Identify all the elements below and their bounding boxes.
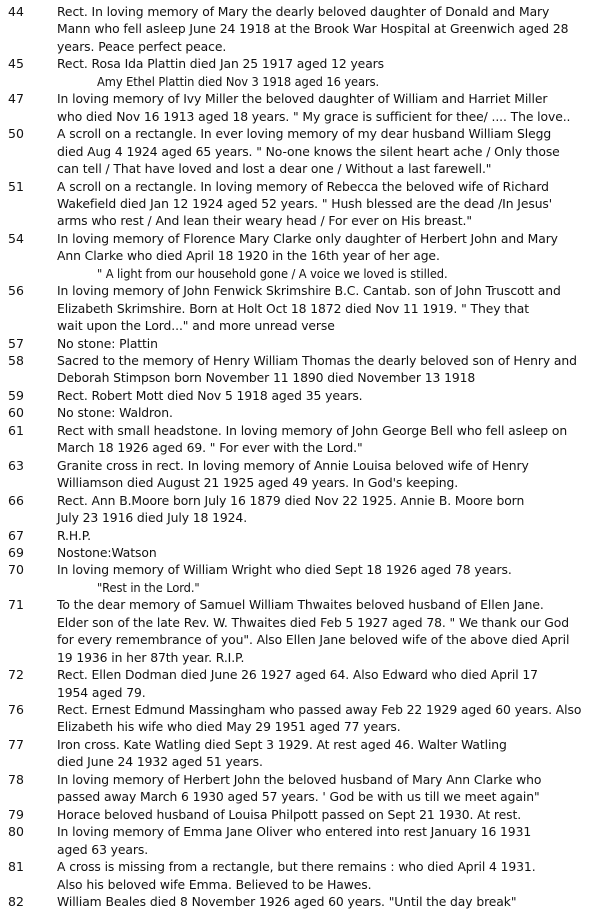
entry-text-line: Also his beloved wife Emma. Believed to be Hawes. — [57, 876, 372, 892]
entry-text-line: Elder son of the late Rev. W. Thwaites died Feb 5 1927 aged 78. " We thank our God — [57, 614, 569, 630]
entry-number: 67 — [8, 527, 24, 543]
entry-number: 80 — [8, 824, 24, 840]
entry-number: 58 — [8, 353, 24, 368]
entry-text-line: who died Nov 16 1913 aged 18 years. " My grace is sufficient for thee/ .... The love.. — [57, 108, 571, 124]
entry-text-line: No stone: Plattin — [57, 335, 158, 351]
entry-text-line: A cross is missing from a rectangle, but there remains : who died April 4 1931. — [57, 859, 536, 875]
entry-text-line: " A light from our household gone / A voice we loved is stilled. — [97, 265, 448, 281]
entry-text-line: In loving memory of Florence Mary Clarke only daughter of Herbert John and Mary — [57, 230, 558, 246]
entry-text-line: In loving memory of John Fenwick Skrimshire B.C. Cantab. son of John Truscott and — [57, 283, 561, 299]
entry-text-line: died Aug 4 1924 aged 65 years. " No-one knows the silent heart ache / Only those — [57, 143, 560, 159]
entry-number: 50 — [8, 126, 24, 142]
entry-text-line: In loving memory of Emma Jane Oliver who entered into rest January 16 1931 — [57, 824, 532, 840]
entry-text-line: died June 24 1932 aged 51 years. — [57, 754, 263, 770]
entry-text-line: Granite cross in rect. In loving memory of Annie Louisa beloved wife of Henry — [57, 457, 529, 473]
entry-text-line: In loving memory of William Wright who died Sept 18 1926 aged 78 years. — [57, 562, 512, 578]
entry-number: 66 — [8, 492, 24, 508]
entry-text-line: years. Peace perfect peace. — [57, 38, 227, 54]
entry-number: 44 — [8, 4, 24, 19]
entry-number: 60 — [8, 405, 24, 421]
entry-text-line: A scroll on a rectangle. In ever loving memory of my dear husband William Slegg — [57, 126, 552, 142]
entry-text-line: March 18 1926 aged 69. " For ever with the Lord." — [57, 440, 363, 456]
entry-number: 59 — [8, 387, 24, 403]
entry-number: 81 — [8, 859, 24, 875]
entry-text-line: Rect. Ann B.Moore born July 16 1879 died Nov 22 1925. Annie B. Moore born — [57, 492, 525, 508]
entry-number: 79 — [8, 806, 24, 822]
entry-text-line: Sacred to the memory of Henry William Thomas the dearly beloved son of Henry and — [57, 353, 577, 368]
entry-number: 78 — [8, 771, 24, 787]
entry-number: 71 — [8, 597, 24, 613]
entry-text-line: Mann who fell asleep June 24 1918 at the Brook War Hospital at Greenwich aged 28 — [57, 21, 569, 37]
entry-number: 45 — [8, 56, 24, 72]
entry-text-line: can tell / That have loved and lost a dear one / Without a last farewell." — [57, 161, 492, 177]
entry-text-line: 19 1936 in her 87th year. R.I.P. — [57, 649, 245, 665]
entry-text-line: R.H.P. — [57, 527, 91, 543]
entry-text-line: Ann Clarke who died April 18 1920 in the 16th year of her age. — [57, 248, 440, 264]
entry-text-line: Rect. Ellen Dodman died June 26 1927 aged 64. Also Edward who died April 17 — [57, 667, 538, 683]
entry-text-line: No stone: Waldron. — [57, 405, 173, 421]
entry-number: 61 — [8, 422, 24, 438]
entry-number: 51 — [8, 178, 24, 194]
entry-number: 57 — [8, 335, 24, 351]
entry-text-line: 1954 aged 79. — [57, 684, 146, 700]
entry-text-line: passed away March 6 1930 aged 57 years. ' God be with us till we meet again" — [57, 789, 540, 805]
entry-text-line: Elizabeth his wife who died May 29 1951 aged 77 years. — [57, 719, 401, 735]
entry-number: 63 — [8, 457, 24, 473]
entry-text-line: arms who rest / And lean their weary head / For ever on His breast." — [57, 213, 472, 229]
entry-text-line: Rect. In loving memory of Mary the dearly beloved daughter of Donald and Mary — [57, 4, 550, 19]
entry-number: 76 — [8, 702, 24, 717]
entry-text-line: aged 63 years. — [57, 841, 149, 857]
entry-text-line: Amy Ethel Plattin died Nov 3 1918 aged 16 years. — [97, 73, 380, 89]
entry-text-line: "Rest in the Lord." — [97, 579, 200, 595]
entry-text-line: Wakefield died Jan 12 1924 aged 52 years. " Hush blessed are the dead /In Jesus' — [57, 195, 553, 211]
entry-number: 82 — [8, 893, 24, 909]
entry-number: 47 — [8, 91, 24, 107]
entry-text-line: William Beales died 8 November 1926 aged 60 years. "Until the day break" — [57, 893, 517, 909]
entry-number: 54 — [8, 230, 24, 246]
entry-text-line: July 23 1916 died July 18 1924. — [57, 510, 248, 526]
entry-number: 56 — [8, 283, 24, 299]
entry-text-line: In loving memory of Ivy Miller the beloved daughter of William and Harriet Miller — [57, 91, 548, 107]
entry-text-line: A scroll on a rectangle. In loving memory of Rebecca the beloved wife of Richard — [57, 178, 549, 194]
entry-text-line: Rect. Ernest Edmund Massingham who passed away Feb 22 1929 aged 60 years. Also — [57, 702, 582, 717]
entry-text-line: Rect. Rosa Ida Plattin died Jan 25 1917 aged 12 years — [57, 56, 385, 72]
entry-text-line: To the dear memory of Samuel William Thwaites beloved husband of Ellen Jane. — [57, 597, 544, 613]
entry-number: 72 — [8, 667, 24, 683]
entry-text-line: wait upon the Lord..." and more unread verse — [57, 318, 335, 334]
entry-text-line: In loving memory of Herbert John the beloved husband of Mary Ann Clarke who — [57, 771, 542, 787]
entry-number: 77 — [8, 736, 24, 752]
entry-text-line: Elizabeth Skrimshire. Born at Holt Oct 18 1872 died Nov 11 1919. " They that — [57, 300, 529, 316]
entry-text-line: for every remembrance of you". Also Ellen Jane beloved wife of the above died April — [57, 632, 570, 648]
entry-text-line: Nostone:Watson — [57, 544, 157, 560]
entry-text-line: Rect. Robert Mott died Nov 5 1918 aged 35 years. — [57, 387, 363, 403]
entry-number: 70 — [8, 562, 24, 578]
entry-text-line: Deborah Stimpson born November 11 1890 died November 13 1918 — [57, 370, 476, 386]
entry-text-line: Iron cross. Kate Watling died Sept 3 1929. At rest aged 46. Walter Watling — [57, 736, 507, 752]
entry-text-line: Rect with small headstone. In loving memory of John George Bell who fell asleep on — [57, 422, 568, 438]
entry-text-line: Horace beloved husband of Louisa Philpott passed on Sept 21 1930. At rest. — [57, 806, 522, 822]
entry-text-line: Williamson died August 21 1925 aged 49 years. In God's keeping. — [57, 475, 459, 491]
entry-number: 69 — [8, 544, 24, 560]
